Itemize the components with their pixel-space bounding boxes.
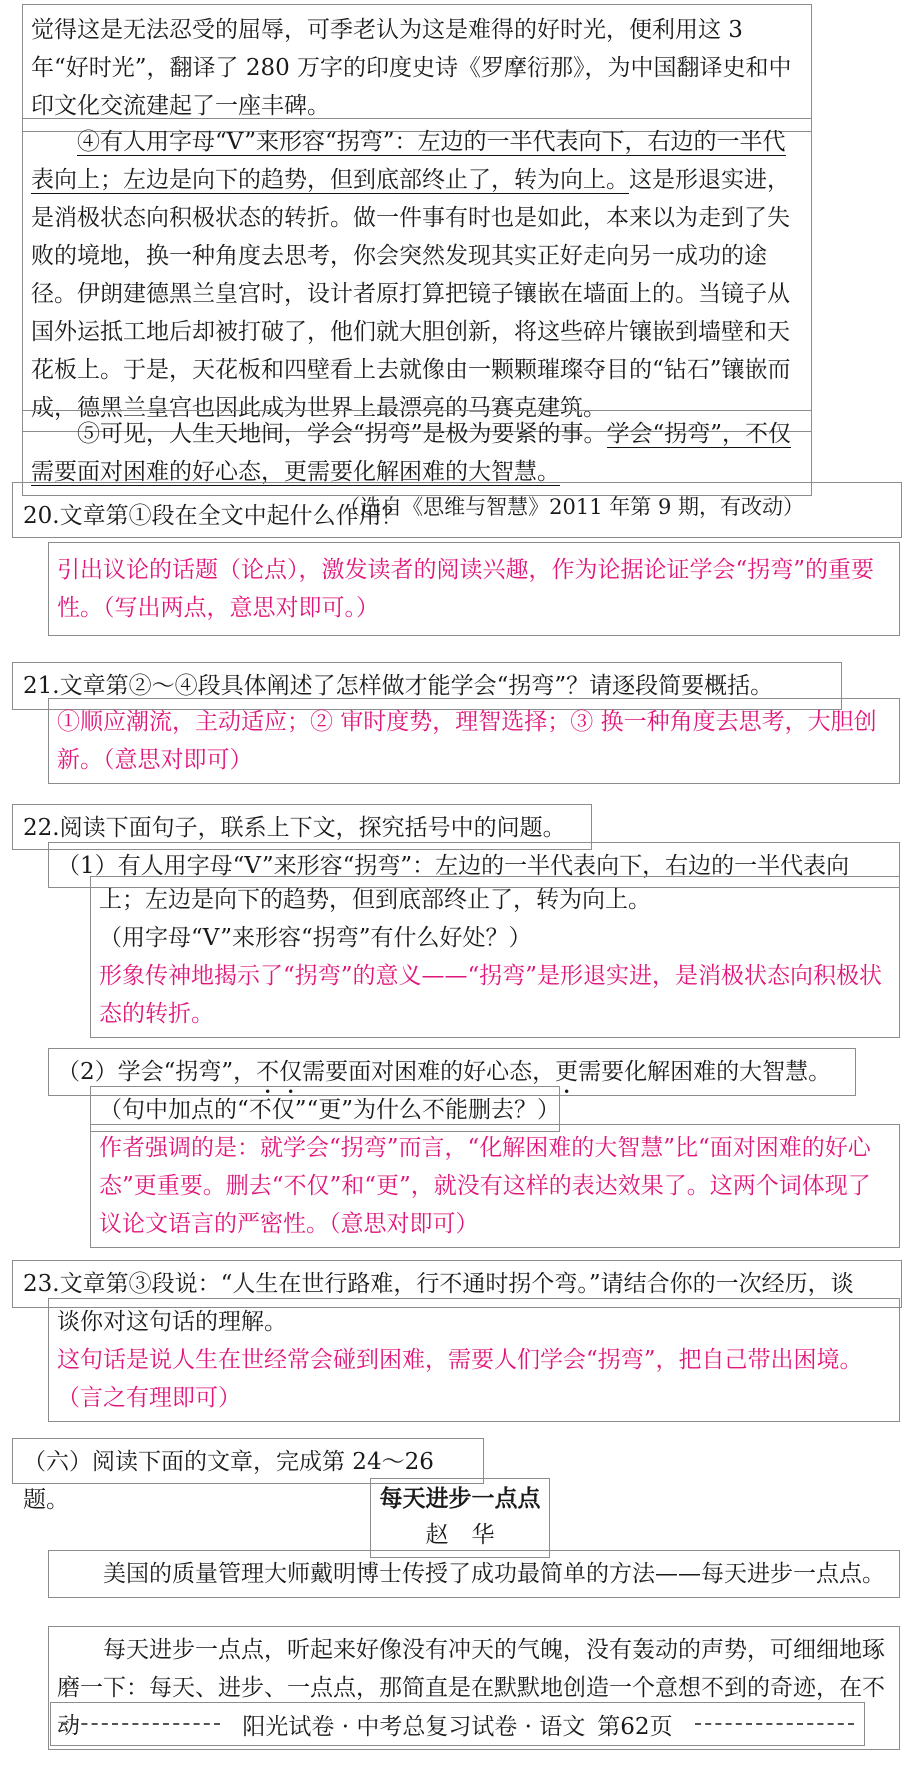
question-22-1-question: （用字母“V”来形容“拐弯”有什么好处？） [99,925,532,951]
question-20-prompt: 20.文章第①段在全文中起什么作用？ [23,503,405,529]
question-22-prompt: 22.阅读下面句子，联系上下文，探究括号中的问题。 [23,815,566,841]
section-6-heading: （六）阅读下面的文章，完成第 24～26 题。 [23,1449,434,1513]
article-p1-text: 美国的质量管理大师戴明博士传授了成功最简单的方法——每天进步一点点。 [103,1561,885,1587]
q22-2-pre: （2）学会“拐弯”， [57,1059,257,1085]
q22-2-dotted-geng: 更 [555,1059,579,1085]
question-23-prompt-a: 23.文章第③段说：“人生在世行路难，行不通时拐个弯。”请结合你的一次经历，谈 [23,1271,854,1297]
footer-dots-right [695,1723,854,1725]
q22-2-dotted-buji: 不仅 [256,1059,303,1085]
page-footer [50,1702,865,1746]
passage-p5-text [31,415,803,491]
question-22-2-answer: 作者强调的是：就学会“拐弯”而言，“化解困难的大智慧”比“面对困难的好心态”更重要。删去“不仅”和“更”，就没有这样的表达效果了。这两个词体现了议论文语言的严密性。（意思对即可） [99,1135,871,1237]
question-22-2-question: （句中加点的“不仅”“更”为什么不能删去？） [99,1097,561,1123]
footer-dots-left [61,1723,220,1725]
question-21-answer-box [48,698,900,784]
article-p2-text: 每天进步一点点，听起来好像没有冲天的气魄，没有轰动的声势，可细细地琢磨一下：每天、进步、一点点，那简直是在默默地创造一个意想不到的奇迹，在不动 [57,1637,885,1739]
article-author: 赵 华 [425,1522,495,1548]
question-23-prompt-b: 谈你对这句话的理解。 [57,1309,287,1335]
question-22-1-answer: 形象传神地揭示了“拐弯”的意义——“拐弯”是形退实进，是消极状态向积极状态的转折。 [99,963,883,1027]
footer-text: 阳光试卷 · 中考总复习试卷 · 语文 [242,1713,586,1740]
question-21-answer: ①顺应潮流，主动适应；② 审时度势，理智选择；③ 换一种角度去思考，大胆创新。（意思对即可） [57,709,877,773]
article-paragraph-1 [48,1550,900,1598]
passage-source-text: （选自《思维与智慧》2011 年第 9 期，有改动） [339,495,804,519]
passage-p1-text: 觉得这是无法忍受的屈辱，可季老认为这是难得的好时光，便利用这 3 年“好时光”，翻译了 280 万字的印度史诗《罗摩衍那》，为中国翻译史和中印文化交流建起了一座丰碑。 [31,17,792,119]
article-title: 每天进步一点点 [379,1486,541,1512]
passage-p4-rest: 这是形退实进，是消极状态向积极状态的转折。做一件事有时也是如此，本来以为走到了失败的境地，换一种角度去思考，你会突然发现其实正好走向另一成功的途径。伊朗建德黑兰皇宫时，设计者原打算把镜子镶嵌在墙面上的。当镜子从国外运抵工地后却被打破了，他们就大胆创新，将这些碎片镶嵌到墙壁和天花板上。于是，天花板和四壁看上去就像由一颗颗璀璨夺目的“钻石”镶嵌而成，德黑兰皇宫也因此成为世界上最漂亮的马赛克建筑。 [31,167,791,421]
q22-2-mid: 需要面对困难的好心态， [302,1059,556,1085]
question-20-answer: 引出议论的话题（论点），激发读者的阅读兴趣，作为论据论证学会“拐弯”的重要性。（写出两点，意思对即可。） [57,557,875,621]
passage-paragraph-4 [22,118,812,432]
q22-2-post: 需要化解困难的大智慧。 [578,1059,832,1085]
question-22-1-body-box [90,876,900,1038]
passage-p5-underlined: 学会“拐弯”，不仅需要面对困难的好心态，更需要化解困难的大智慧。 [31,421,792,485]
question-23-body-box [48,1298,900,1422]
question-22-2-answer-box [90,1124,900,1248]
passage-p4-underlined: ④有人用字母“V”来形容“拐弯”：左边的一半代表向下，右边的一半代表向上；左边是向下的趋势，但到底部终止了，转为向上。 [31,129,786,193]
question-22-1-sentence-b: 上；左边是向下的趋势，但到底部终止了，转为向上。 [99,887,651,913]
question-21-prompt: 21.文章第②～④段具体阐述了怎样做才能学会“拐弯”？请逐段简要概括。 [23,673,774,699]
question-23-answer: 这句话是说人生在世经常会碰到困难，需要人们学会“拐弯”，把自己带出困境。（言之有理即可） [57,1347,863,1411]
article-title-box [370,1478,550,1558]
passage-paragraph-1-tail [22,4,812,132]
passage-p5-plain: ⑤可见，人生天地间，学会“拐弯”是极为要紧的事。 [77,421,607,447]
question-20-prompt-box [12,482,902,538]
question-22-1-sentence-a: （1）有人用字母“V”来形容“拐弯”：左边的一半代表向下，右边的一半代表向 [57,853,850,879]
footer-page-number: 第62页 [597,1713,673,1740]
passage-p4-text [31,123,803,427]
question-20-answer-box [48,542,900,636]
